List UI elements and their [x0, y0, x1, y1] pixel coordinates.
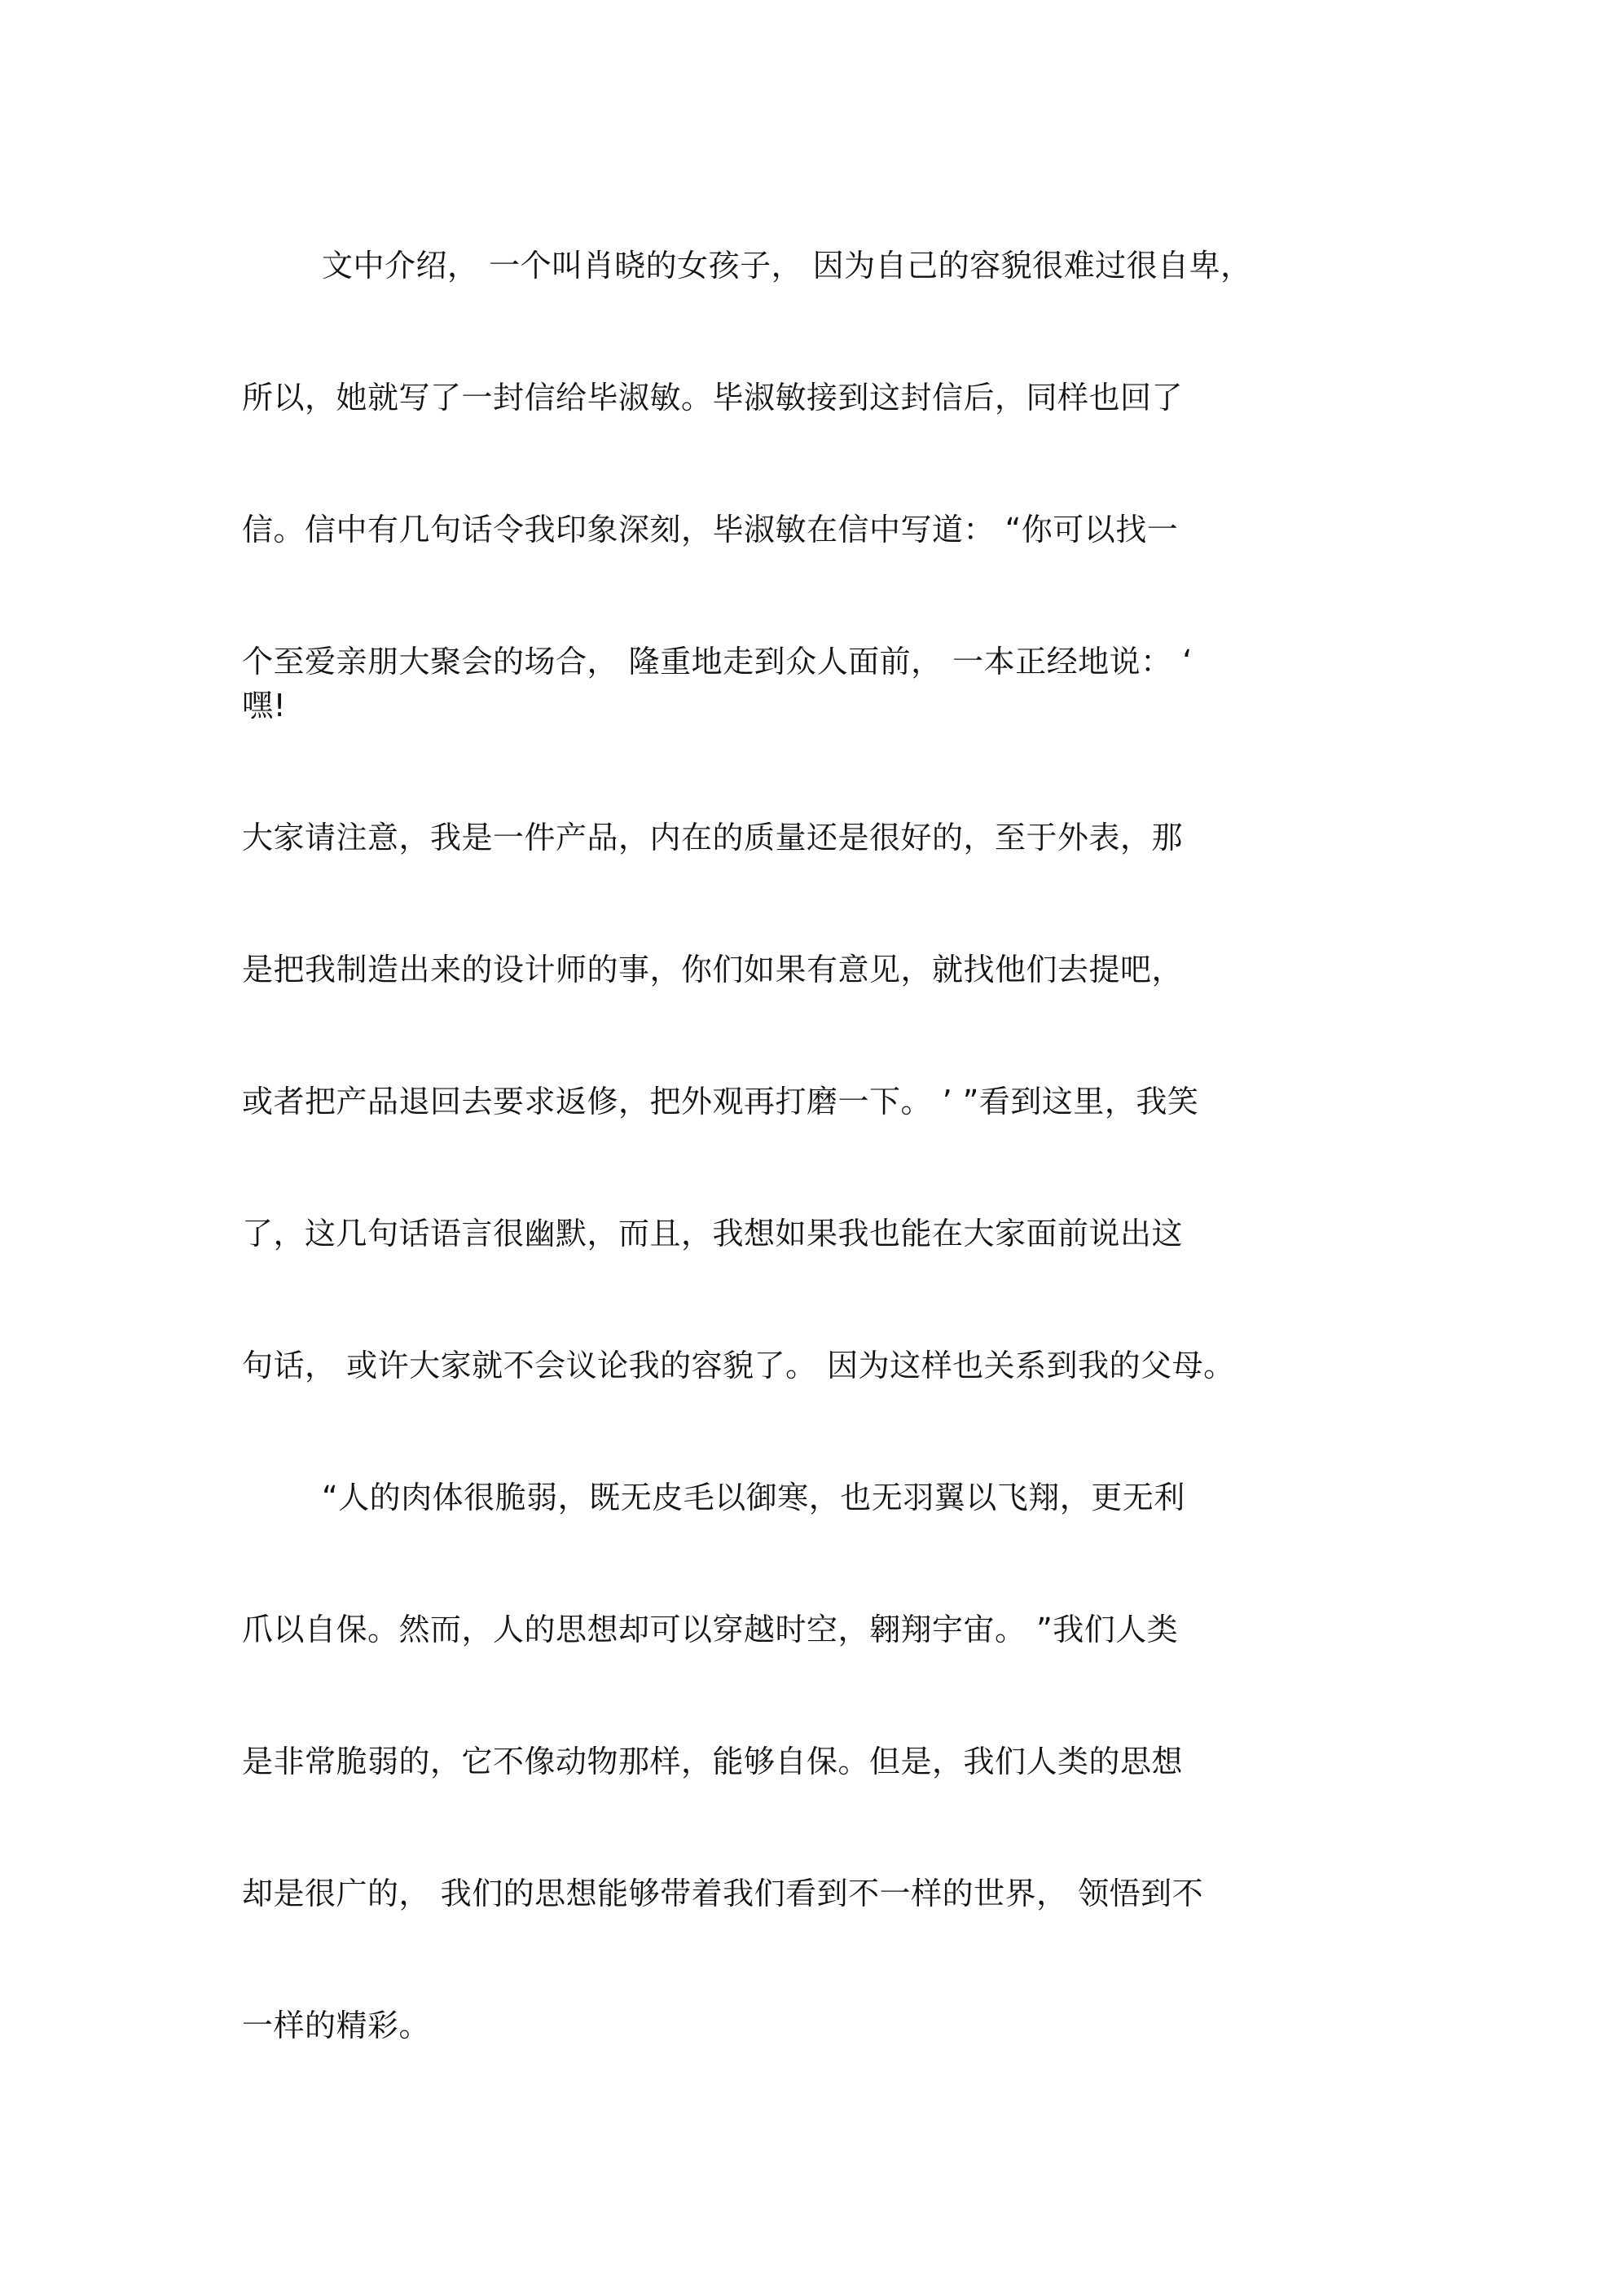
text-line: 一样的精彩。 [242, 2008, 431, 2043]
text-line: 所以，她就写了一封信给毕淑敏。毕淑敏接到这封信后，同样也回了 [242, 380, 1184, 416]
text-line: 大家请注意，我是一件产品，内在的质量还是很好的，至于外表，那 [242, 820, 1184, 856]
text-line: 或者把产品退回去要求返修，把外观再打磨一下。 ’ ”看到这里，我笑 [242, 1084, 1199, 1119]
text-line: 嘿! [242, 688, 287, 724]
text-line: “人的肉体很脆弱，既无皮毛以御寒，也无羽翼以飞翔，更无利 [322, 1480, 1185, 1515]
text-line: 是非常脆弱的，它不像动物那样，能够自保。但是，我们人类的思想 [242, 1744, 1184, 1779]
text-line: 了，这几句话语言很幽默，而且，我想如果我也能在大家面前说出这 [242, 1216, 1184, 1251]
text-line: 句话， 或许大家就不会议论我的容貌了。 因为这样也关系到我的父母。 [242, 1348, 1235, 1383]
text-line: 爪以自保。然而，人的思想却可以穿越时空，翱翔宇宙。 ”我们人类 [242, 1612, 1179, 1647]
text-line: 是把我制造出来的设计师的事，你们如果有意见，就找他们去提吧， [242, 952, 1184, 987]
text-line: 信。信中有几句话令我印象深刻，毕淑敏在信中写道： “你可以找一 [242, 512, 1179, 548]
text-line: 个至爱亲朋大聚会的场合， 隆重地走到众人面前， 一本正经地说： ‘ [242, 644, 1193, 680]
text-line: 却是很广的， 我们的思想能够带着我们看到不一样的世界， 领悟到不 [242, 1876, 1204, 1911]
text-line: 文中介绍， 一个叫肖晓的女孩子， 因为自己的容貌很难过很自卑， [322, 248, 1252, 284]
